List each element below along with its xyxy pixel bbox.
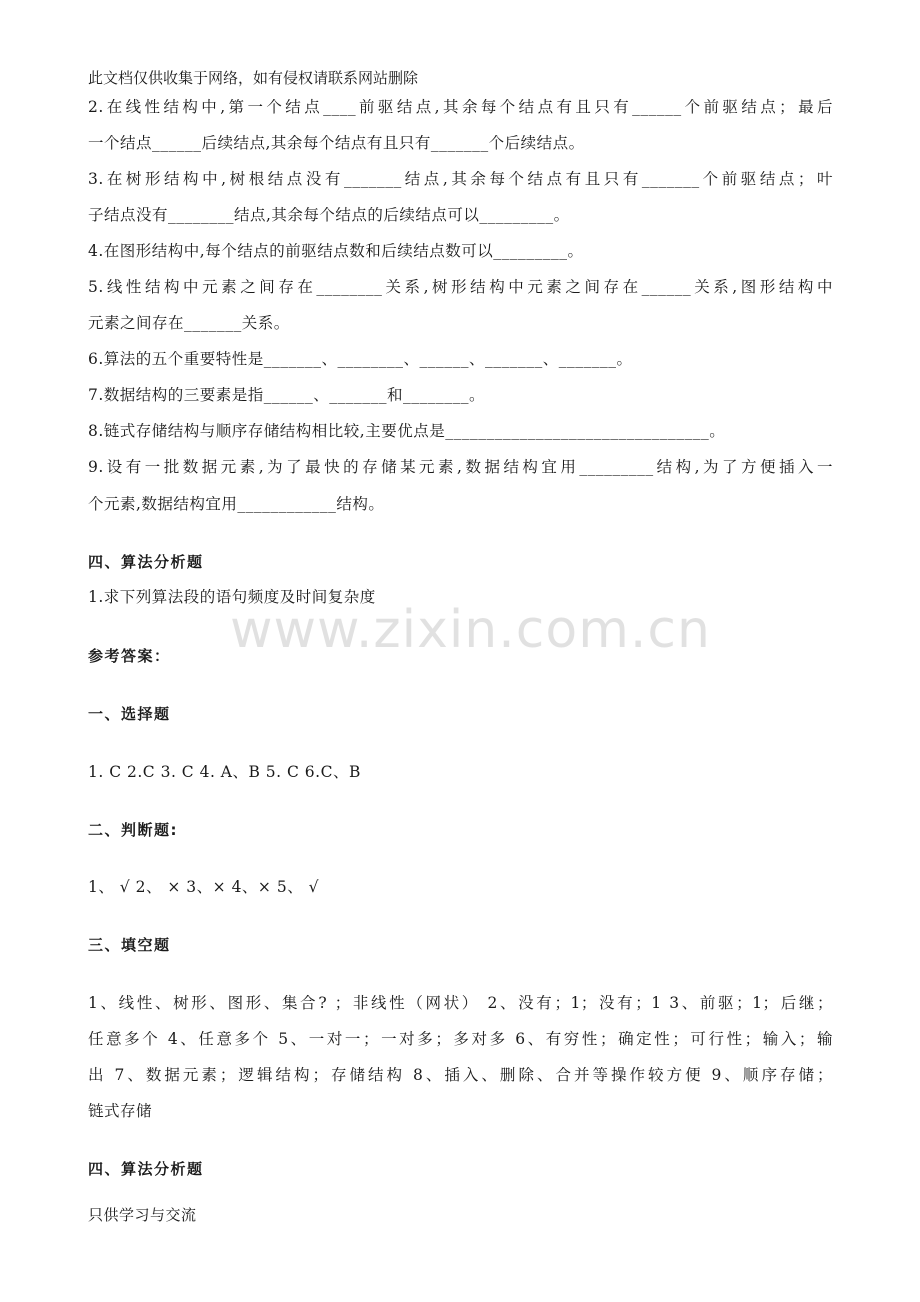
judge-answers: 1、 √ 2、 × 3、× 4、× 5、 √	[88, 878, 320, 896]
watermark: www.zixin.com.cn	[230, 600, 711, 660]
question-5-line-2: 元素之间存在_______关系。	[88, 314, 290, 332]
question-7: 7.数据结构的三要素是指______、_______和________。	[88, 386, 486, 404]
question-3-line-2: 子结点没有________结点,其余每个结点的后续结点可以_________。	[88, 206, 570, 224]
fill-answers-line-2: 任意多个 4、任意多个 5、一对一；一对多；多对多 6、有穷性；确定性；可行性；输入；输	[88, 1030, 833, 1048]
header-note: 此文档仅供收集于网络，如有侵权请联系网站删除	[88, 69, 419, 87]
question-2-line-2: 一个结点______后续结点,其余每个结点有且只有_______个后续结点。	[88, 134, 585, 152]
footer-note: 只供学习与交流	[88, 1206, 197, 1224]
fill-answers-line-1: 1、线性、树形、图形、集合? ；非线性（网状） 2、没有；1；没有；1 3、前驱；1；后继；	[88, 994, 833, 1012]
question-9-line-2: 个元素,数据结构宜用____________结构。	[88, 495, 385, 513]
question-3-line-1: 3.在树形结构中,树根结点没有_______结点,其余每个结点有且只有_______个前驱结点；叶	[88, 170, 833, 188]
question-4: 4.在图形结构中,每个结点的前驱结点数和后续结点数可以_________。	[88, 242, 584, 260]
algorithm-section-title: 四、算法分析题	[88, 1160, 204, 1178]
question-8: 8.链式存储结构与顺序存储结构相比较,主要优点是________________________________。	[88, 422, 726, 440]
question-9-line-1: 9.设有一批数据元素,为了最快的存储某元素,数据结构宜用_________结构,为了方便插入一	[88, 458, 833, 476]
fill-section-title: 三、填空题	[88, 936, 171, 954]
answers-title: 参考答案：	[88, 647, 171, 665]
question-5-line-1: 5.线性结构中元素之间存在________关系,树形结构中元素之间存在______关系,图形结构中	[88, 278, 833, 296]
judge-section-title: 二、判断题:	[88, 821, 178, 839]
question-6: 6.算法的五个重要特性是_______、________、______、_______、_______。	[88, 350, 633, 368]
choice-answers: 1. C 2.C 3. C 4. A、B 5. C 6.C、B	[88, 763, 361, 781]
question-2-line-1: 2.在线性结构中,第一个结点____前驱结点,其余每个结点有且只有______个前驱结点；最后	[88, 98, 833, 116]
section-4-question-1: 1.求下列算法段的语句频度及时间复杂度	[88, 588, 376, 606]
section-4-title: 四、算法分析题	[88, 553, 204, 571]
fill-answers-line-4: 链式存储	[88, 1102, 153, 1120]
fill-answers-line-3: 出 7、数据元素；逻辑结构；存储结构 8、插入、删除、合并等操作较方便 9、顺序存储；	[88, 1066, 833, 1084]
choice-section-title: 一、选择题	[88, 705, 171, 723]
